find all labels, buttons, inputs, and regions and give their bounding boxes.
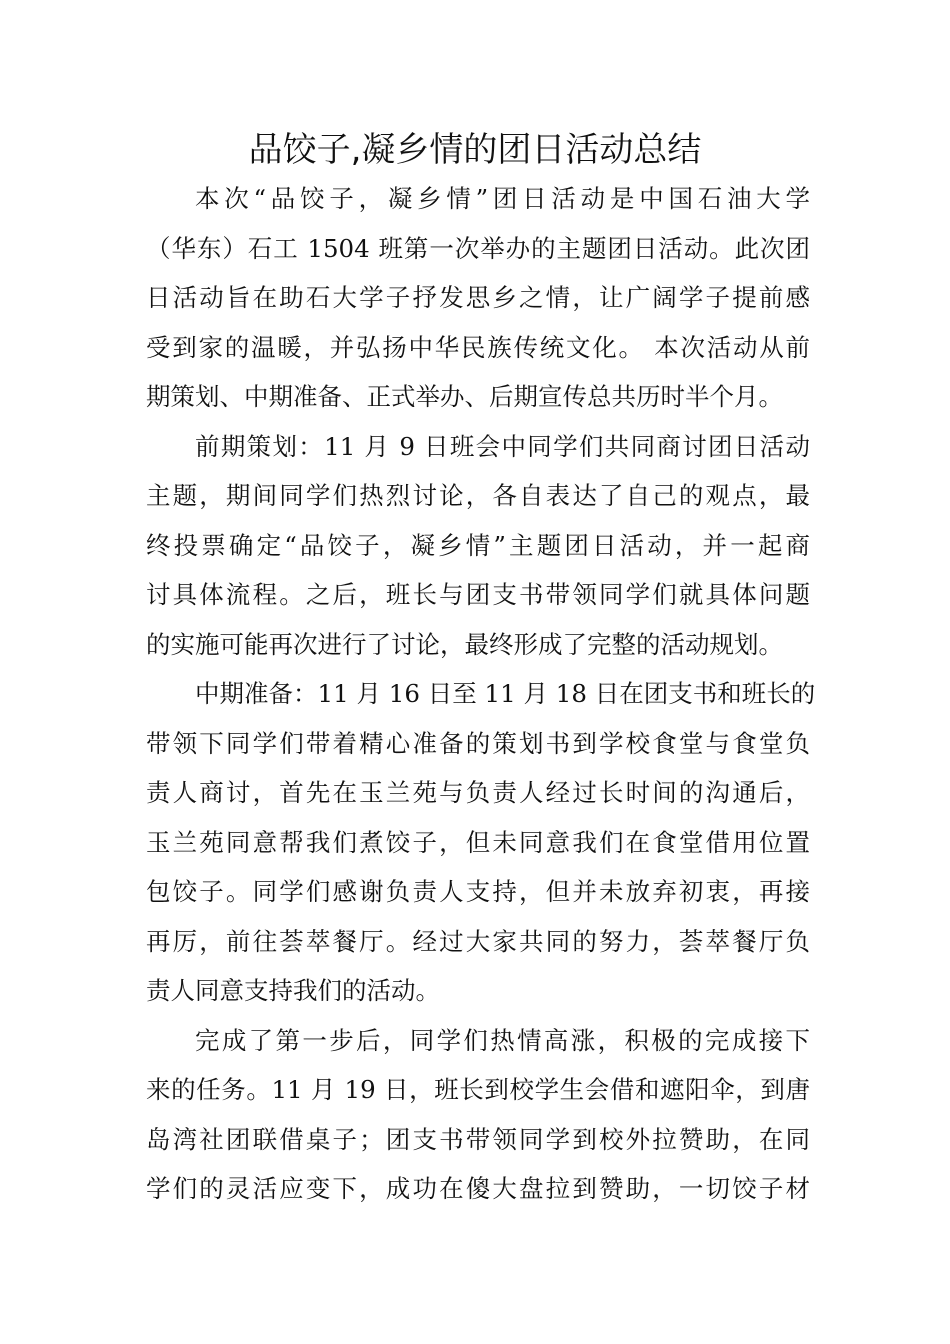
paragraph-1 xyxy=(146,174,810,422)
paragraph-3 xyxy=(146,669,816,1016)
text-line: 期策划、中期准备、正式举办、后期宣传总共历时半个月。 xyxy=(146,382,783,411)
text-line: 再厉，前往荟萃餐厅。经过大家共同的努力，荟萃餐厅负 xyxy=(146,926,810,956)
text-line: 受到家的温暖，并弘扬中华民族传统文化。 本次活动从前 xyxy=(146,332,810,362)
text-line: 带领下同学们带着精心准备的策划书到学校食堂与食堂负 xyxy=(146,728,810,758)
text-line: 本次“品饺子，凝乡情”团日活动是中国石油大学 xyxy=(195,184,810,213)
text-line: 中期准备：11 月 16 日至 11 月 18 日在团支书和班长的 xyxy=(195,679,816,708)
text-line: 前期策划：11 月 9 日班会中同学们共同商讨团日活动 xyxy=(195,431,810,461)
text-line: 终投票确定“品饺子，凝乡情”主题团日活动，并一起商 xyxy=(146,530,810,560)
text-line: 日活动旨在助石大学子抒发思乡之情，让广阔学子提前感 xyxy=(146,283,810,312)
text-line: 学们的灵活应变下，成功在傻大盘拉到赞助，一切饺子材 xyxy=(146,1174,810,1203)
text-line: 来的任务。11 月 19 日，班长到校学生会借和遮阳伞，到唐 xyxy=(146,1075,810,1104)
text-line: 完成了第一步后，同学们热情高涨，积极的完成接下 xyxy=(195,1025,810,1055)
paragraph-4 xyxy=(146,1016,810,1214)
text-line: 责人同意支持我们的活动。 xyxy=(146,976,440,1005)
text-line: 包饺子。同学们感谢负责人支持，但并未放弃初衷，再接 xyxy=(146,877,810,906)
paragraph-2 xyxy=(146,422,810,670)
text-line: 讨具体流程。之后，班长与团支书带领同学们就具体问题 xyxy=(146,580,810,609)
text-line: 岛湾社团联借桌子；团支书带领同学到校外拉赞助，在同 xyxy=(146,1124,810,1154)
text-line: （华东）石工 1504 班第一次举办的主题团日活动。此次团 xyxy=(146,233,810,263)
text-line: 的实施可能再次进行了讨论，最终形成了完整的活动规划。 xyxy=(146,629,783,659)
text-line: 玉兰苑同意帮我们煮饺子，但未同意我们在食堂借用位置 xyxy=(146,827,810,857)
text-line: 责人商讨，首先在玉兰苑与负责人经过长时间的沟通后， xyxy=(146,778,810,807)
document-body xyxy=(146,174,816,1214)
text-line: 主题，期间同学们热烈讨论，各自表达了自己的观点，最 xyxy=(146,481,810,510)
document-title: 品饺子,凝乡情的团日活动总结 xyxy=(248,130,702,170)
